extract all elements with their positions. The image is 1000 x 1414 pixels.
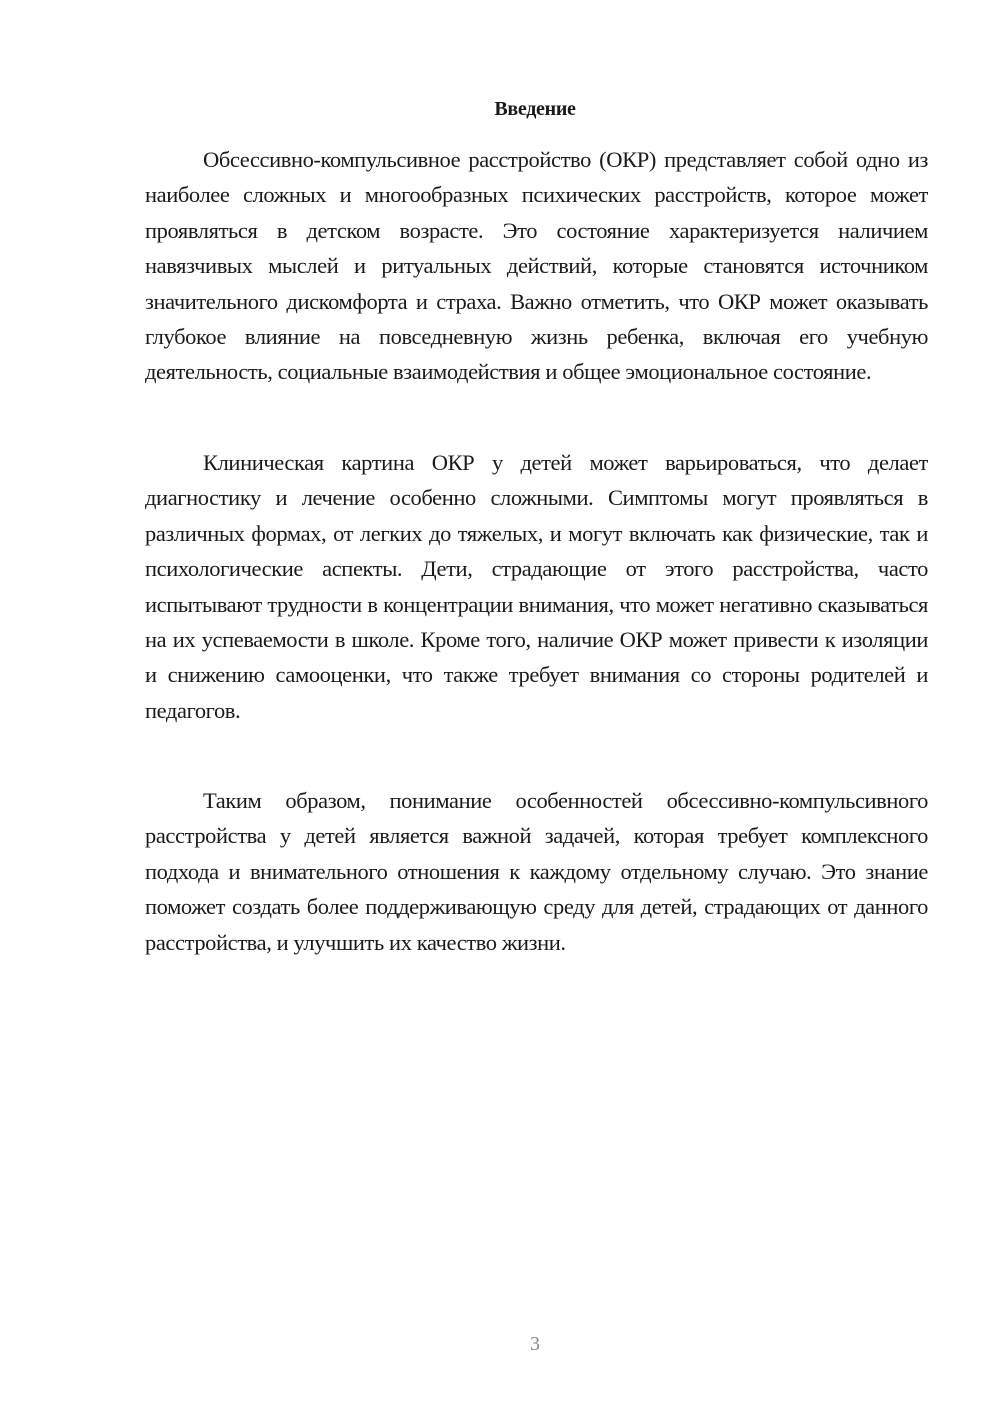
- page-number: 3: [530, 1333, 540, 1355]
- paragraph-clinical-picture: Клиническая картина ОКР у детей может варьироваться, что делает диагностику и лечение особенно сложными. Симптомы могут проявляться в различных формах, от легких до тяжелых, и могут включать как физические, так и психологические аспекты. Дети, страдающие от этого расстройства, часто испытывают трудности в концентрации внимания, что может негативно сказываться на их успеваемости в школе. Кроме того, наличие ОКР может привести к изоляции и снижению самооценки, что также требует внимания со стороны родителей и педагогов.: [145, 450, 928, 723]
- section-heading: Введение: [494, 98, 576, 120]
- paragraph-conclusion: Таким образом, понимание особенностей обсессивно-компульсивного расстройства у детей является важной задачей, которая требует комплексного подхода и внимательного отношения к каждому отдельному случаю. Это знание поможет создать более поддерживающую среду для детей, страдающих от данного расстройства, и улучшить их качество жизни.: [145, 788, 928, 955]
- paragraph-intro: Обсессивно-компульсивное расстройство (ОКР) представляет собой одно из наиболее сложных и многообразных психических расстройств, которое может проявляться в детском возрасте. Это состояние характеризуется наличием навязчивых мыслей и ритуальных действий, которые становятся источником значительного дискомфорта и страха. Важно отметить, что ОКР может оказывать глубокое влияние на повседневную жизнь ребенка, включая его учебную деятельность, социальные взаимодействия и общее эмоциональное состояние.: [145, 147, 928, 385]
